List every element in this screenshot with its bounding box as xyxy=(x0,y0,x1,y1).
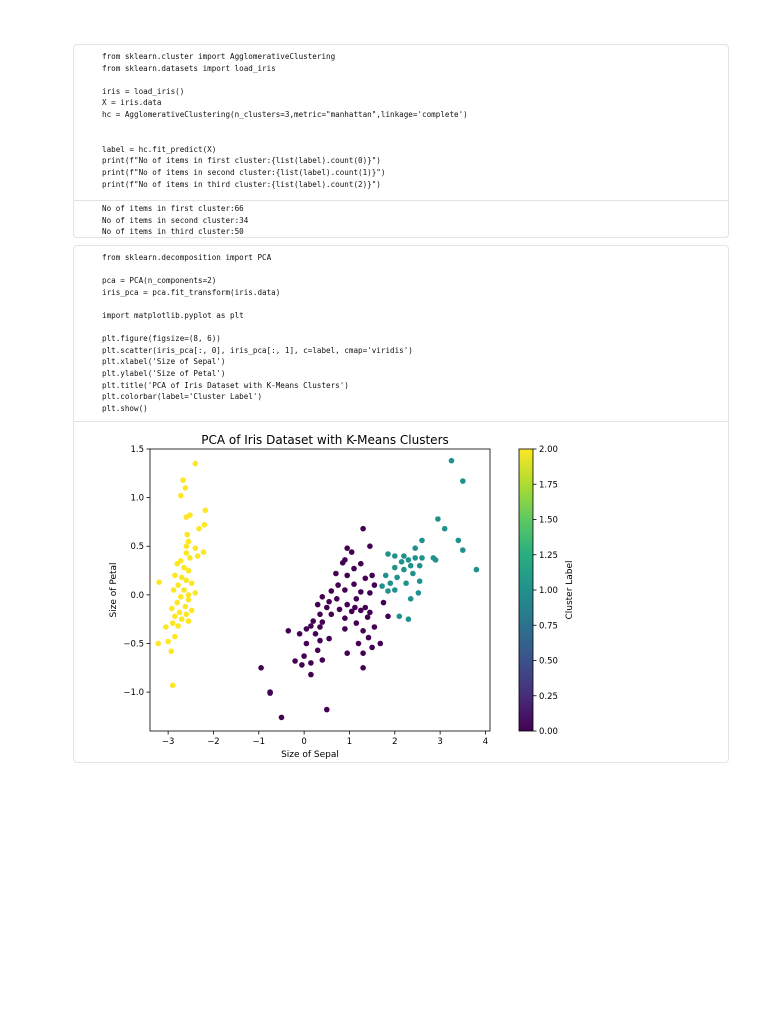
scatter-point xyxy=(326,636,332,642)
scatter-point xyxy=(304,626,310,632)
scatter-point xyxy=(417,563,423,569)
scatter-point xyxy=(460,547,466,553)
scatter-point xyxy=(286,628,292,634)
scatter-point xyxy=(170,683,176,689)
scatter-point xyxy=(372,624,378,630)
code-line: pca = PCA(n_components=2) xyxy=(102,276,217,286)
cell-output-2 xyxy=(74,421,728,762)
scatter-point xyxy=(416,590,422,596)
scatter-point xyxy=(354,596,360,602)
scatter-point xyxy=(351,581,357,587)
scatter-point xyxy=(310,618,316,624)
scatter-point xyxy=(372,582,378,588)
scatter-point xyxy=(329,612,335,618)
code-line: plt.show() xyxy=(102,403,148,413)
scatter-point xyxy=(320,594,326,600)
scatter-point xyxy=(202,522,208,528)
cell-output-1 xyxy=(74,200,728,239)
scatter-point xyxy=(354,620,360,626)
scatter-point xyxy=(385,614,391,620)
scatter-point xyxy=(201,549,207,555)
scatter-point xyxy=(394,575,400,581)
scatter-point xyxy=(292,658,298,664)
scatter-point xyxy=(279,715,285,721)
scatter-point xyxy=(333,571,339,577)
scatter-point xyxy=(308,672,314,678)
scatter-point xyxy=(366,635,372,641)
scatter-point xyxy=(326,599,332,605)
scatter-point xyxy=(189,580,195,586)
scatter-point xyxy=(184,612,190,618)
scatter-point xyxy=(184,550,190,556)
scatter-point xyxy=(155,641,161,647)
scatter-point xyxy=(360,526,366,532)
x-tick-label: 3 xyxy=(437,737,443,747)
scatter-point xyxy=(177,610,183,616)
code-line: label = hc.fit_predict(X) xyxy=(102,144,217,154)
scatter-point xyxy=(456,538,462,544)
output-line: No of items in second cluster:34 xyxy=(102,215,249,225)
scatter-point xyxy=(297,631,303,637)
scatter-point xyxy=(356,641,362,647)
scatter-point xyxy=(474,567,480,573)
scatter-point xyxy=(349,549,355,555)
x-tick-label: −1 xyxy=(252,737,266,747)
x-tick-label: −2 xyxy=(207,737,220,747)
scatter-point xyxy=(308,660,314,666)
scatter-point xyxy=(460,478,466,484)
scatter-point xyxy=(320,619,326,625)
colorbar-tick-label: 0.00 xyxy=(539,727,558,737)
scatter-point xyxy=(397,614,403,620)
stdout-output xyxy=(102,204,248,239)
colorbar-label: Cluster Label xyxy=(565,560,575,620)
code-line: plt.title('PCA of Iris Dataset with K-Means Clusters') xyxy=(102,380,349,390)
y-tick-label: 0.0 xyxy=(130,590,144,601)
scatter-point xyxy=(169,606,175,612)
code-line xyxy=(102,121,718,133)
y-axis-label: Size of Petal xyxy=(109,562,119,618)
scatter-point xyxy=(175,582,181,588)
scatter-point xyxy=(358,608,364,614)
scatter-point xyxy=(317,612,323,618)
x-tick-label: 4 xyxy=(482,737,489,747)
scatter-point xyxy=(442,526,448,532)
scatter-point xyxy=(344,545,350,551)
scatter-point xyxy=(417,578,423,584)
plot-frame xyxy=(150,449,490,731)
scatter-point xyxy=(184,543,190,549)
code-line: plt.figure(figsize=(8, 6)) xyxy=(102,334,221,344)
output-line: No of items in first cluster:66 xyxy=(102,204,244,213)
scatter-point xyxy=(385,551,391,557)
code-line: plt.ylabel('Size of Petal') xyxy=(102,368,226,378)
code-line xyxy=(102,298,718,310)
notebook-cell-1[interactable] xyxy=(73,44,729,238)
scatter-point xyxy=(180,477,186,483)
code-line xyxy=(102,322,718,334)
scatter-point xyxy=(360,628,366,634)
colorbar xyxy=(519,449,533,731)
x-tick-label: −3 xyxy=(161,737,175,747)
y-tick-label: 1.5 xyxy=(130,445,144,455)
scatter-point xyxy=(184,532,190,538)
scatter-point xyxy=(392,565,398,571)
scatter-point xyxy=(406,557,412,563)
scatter-point xyxy=(365,614,371,620)
scatter-point xyxy=(369,573,375,579)
scatter-point xyxy=(385,588,391,594)
scatter-point xyxy=(342,626,348,632)
scatter-point xyxy=(367,590,373,596)
code-line: plt.colorbar(label='Cluster Label') xyxy=(102,392,263,402)
colorbar-tick-label: 1.25 xyxy=(539,550,558,561)
scatter-point xyxy=(369,645,375,651)
scatter-point xyxy=(178,493,184,499)
scatter-point xyxy=(304,641,310,647)
scatter-point xyxy=(344,650,350,656)
scatter-point xyxy=(412,545,418,551)
scatter-point xyxy=(195,553,201,559)
scatter-point xyxy=(335,582,341,588)
scatter-point xyxy=(412,555,418,561)
scatter-point xyxy=(403,580,409,586)
scatter-point xyxy=(419,538,425,544)
scatter-point xyxy=(171,587,177,593)
code-line: from sklearn.cluster import AgglomerativeClustering xyxy=(102,52,336,61)
scatter-point xyxy=(317,624,323,630)
scatter-point xyxy=(329,588,335,594)
scatter-point xyxy=(367,610,373,616)
scatter-point xyxy=(183,604,189,610)
scatter-point xyxy=(301,653,307,659)
scatter-point xyxy=(401,553,407,559)
scatter-point xyxy=(342,615,348,621)
points-layer xyxy=(155,458,479,720)
scatter-point xyxy=(401,567,407,573)
code-line: plt.xlabel('Size of Sepal') xyxy=(102,357,226,367)
code-line: from sklearn.datasets import load_iris xyxy=(102,63,276,73)
scatter-point xyxy=(388,580,394,586)
scatter-point xyxy=(169,649,175,655)
scatter-point xyxy=(193,461,199,467)
code-line: iris = load_iris() xyxy=(102,86,185,96)
scatter-point xyxy=(179,616,185,622)
scatter-point xyxy=(392,587,398,593)
scatter-point xyxy=(186,568,192,574)
scatter-point xyxy=(187,555,193,561)
scatter-point xyxy=(170,620,176,626)
scatter-point xyxy=(320,657,326,663)
scatter-point xyxy=(172,634,178,640)
scatter-point xyxy=(165,639,171,645)
scatter-point xyxy=(334,596,340,602)
colorbar-tick-label: 1.00 xyxy=(539,586,558,596)
scatter-point xyxy=(399,559,405,565)
scatter-point xyxy=(156,579,162,585)
code-line: from sklearn.decomposition import PCA xyxy=(102,253,272,262)
scatter-point xyxy=(358,589,364,595)
scatter-point xyxy=(408,563,414,569)
scatter-point xyxy=(181,587,187,593)
code-line: print(f"No of items in third cluster:{list(label).count(2)}") xyxy=(102,179,381,189)
y-tick-label: 1.0 xyxy=(130,493,144,504)
colorbar-tick-label: 1.50 xyxy=(539,515,558,526)
scatter-point xyxy=(184,578,190,584)
scatter-point xyxy=(449,458,455,464)
scatter-point xyxy=(435,516,441,522)
scatter-point xyxy=(337,607,343,613)
scatter-point xyxy=(340,560,346,566)
scatter-point xyxy=(408,596,414,602)
scatter-point xyxy=(317,638,323,644)
scatter-point xyxy=(313,631,319,637)
code-line: print(f"No of items in first cluster:{list(label).count(0)}") xyxy=(102,156,381,166)
scatter-point xyxy=(163,624,169,630)
scatter-point xyxy=(406,616,412,622)
code-line: print(f"No of items in second cluster:{list(label).count(1)}") xyxy=(102,167,386,177)
scatter-point xyxy=(358,561,364,567)
colorbar-ticks xyxy=(533,445,558,737)
scatter-point xyxy=(392,553,398,559)
colorbar-tick-label: 2.00 xyxy=(539,445,558,455)
scatter-point xyxy=(378,641,384,647)
code-editor-2[interactable] xyxy=(102,252,718,414)
scatter-point xyxy=(183,485,189,491)
scatter-point xyxy=(267,690,273,696)
code-line: hc = AgglomerativeClustering(n_clusters=3,metric="manhattan",linkage='complete') xyxy=(102,109,468,119)
x-axis-label: Size of Sepal xyxy=(281,750,339,760)
scatter-point xyxy=(344,573,350,579)
scatter-plot xyxy=(102,426,575,764)
y-tick-label: 0.5 xyxy=(130,542,144,553)
y-tick-label: −0.5 xyxy=(123,639,144,650)
scatter-point xyxy=(189,608,195,614)
y-tick-label: −1.0 xyxy=(123,688,144,699)
scatter-point xyxy=(193,545,199,551)
scatter-point xyxy=(174,561,180,567)
x-tick-label: 1 xyxy=(346,737,353,747)
chart-title: PCA of Iris Dataset with K-Means Clusters xyxy=(201,433,449,447)
scatter-point xyxy=(324,605,330,611)
code-editor-1[interactable] xyxy=(102,51,718,190)
code-line xyxy=(102,132,718,144)
scatter-point xyxy=(179,575,185,581)
code-line xyxy=(102,74,718,86)
scatter-point xyxy=(433,557,439,563)
code-line: import matplotlib.pyplot as plt xyxy=(102,310,244,320)
scatter-point xyxy=(299,662,305,668)
notebook-cell-2[interactable] xyxy=(73,245,729,763)
scatter-point xyxy=(344,602,350,608)
scatter-point xyxy=(360,650,366,656)
scatter-point xyxy=(419,555,425,561)
scatter-point xyxy=(203,508,209,514)
scatter-point xyxy=(349,609,355,615)
scatter-point xyxy=(315,602,321,608)
output-line: No of items in third cluster:50 xyxy=(102,227,244,237)
scatter-point xyxy=(383,573,389,579)
code-line: plt.scatter(iris_pca[:, 0], iris_pca[:, 1], c=label, cmap='viridis') xyxy=(102,345,413,355)
colorbar-tick-label: 0.50 xyxy=(539,656,558,667)
x-tick-label: 2 xyxy=(392,737,398,747)
scatter-point xyxy=(186,592,192,598)
scatter-point xyxy=(381,600,387,606)
scatter-point xyxy=(186,618,192,624)
scatter-point xyxy=(367,543,373,549)
scatter-point xyxy=(172,614,178,620)
colorbar-tick-label: 0.75 xyxy=(539,621,558,632)
scatter-point xyxy=(186,539,192,545)
scatter-point xyxy=(186,597,192,603)
scatter-point xyxy=(196,526,202,532)
scatter-point xyxy=(178,594,184,600)
scatter-point xyxy=(410,571,416,577)
scatter-point xyxy=(315,648,321,654)
x-tick-label: 0 xyxy=(301,737,307,747)
axes-layer xyxy=(123,445,488,747)
scatter-point xyxy=(351,566,357,572)
scatter-point xyxy=(172,573,178,579)
scatter-point xyxy=(360,665,366,671)
colorbar-tick-label: 1.75 xyxy=(539,480,558,491)
scatter-point xyxy=(174,600,180,606)
scatter-point xyxy=(193,590,199,596)
scatter-point xyxy=(342,587,348,593)
colorbar-tick-label: 0.25 xyxy=(539,691,558,702)
code-line xyxy=(102,264,718,276)
scatter-point xyxy=(324,707,330,713)
scatter-point xyxy=(184,514,190,520)
scatter-point xyxy=(258,665,264,671)
code-line: X = iris.data xyxy=(102,98,162,108)
scatter-point xyxy=(175,623,181,629)
code-line: iris_pca = pca.fit_transform(iris.data) xyxy=(102,287,281,297)
scatter-point xyxy=(363,576,369,582)
scatter-point xyxy=(379,583,385,589)
